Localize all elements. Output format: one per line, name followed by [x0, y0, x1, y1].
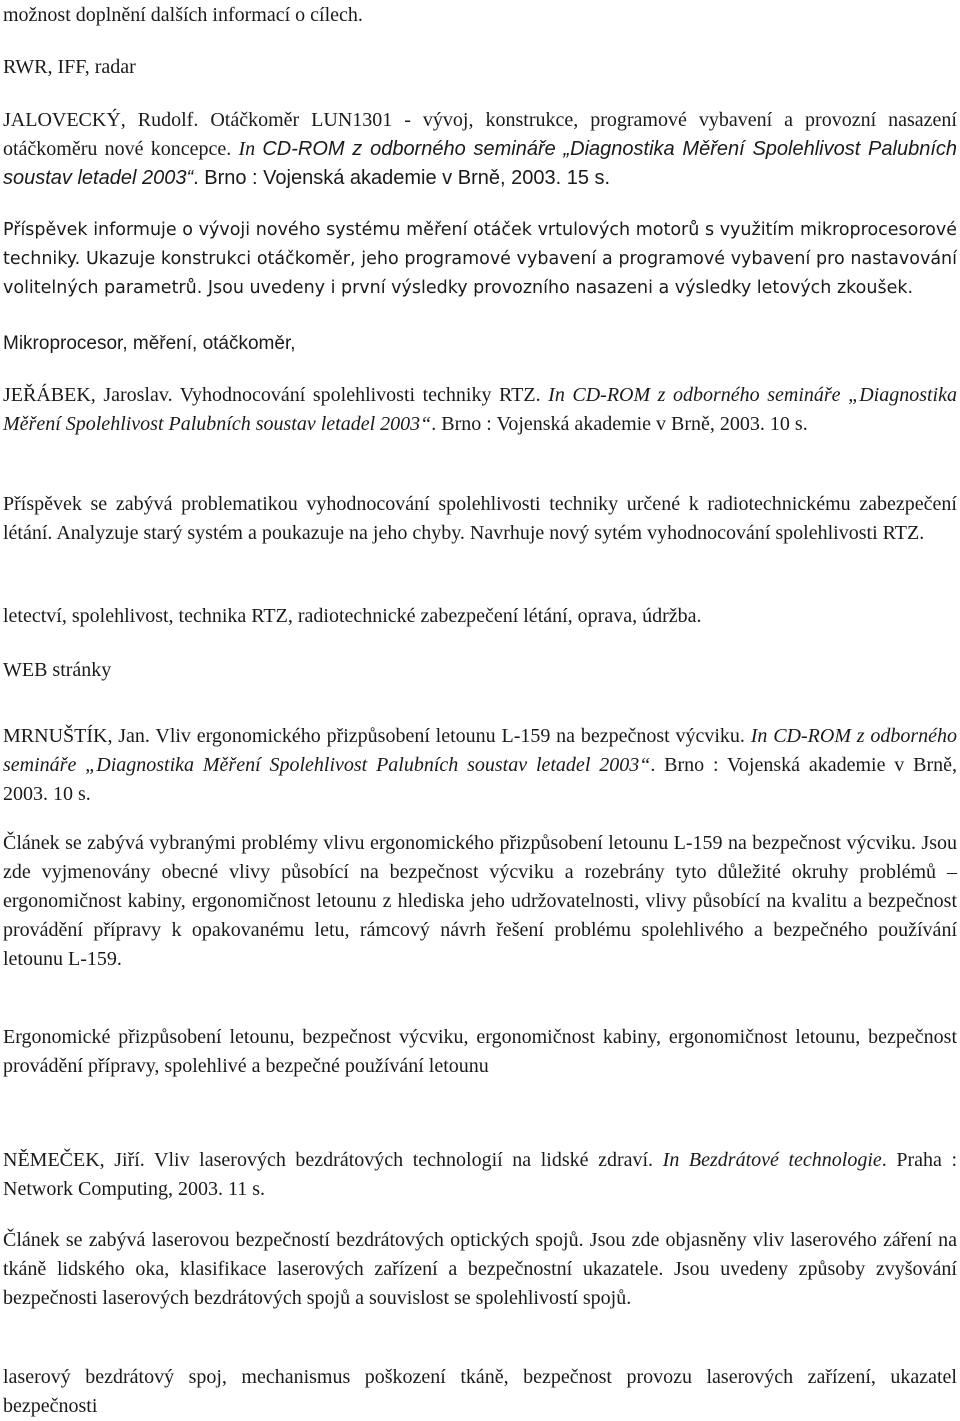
citation-title: Otáčkoměr LUN1301 - vývoj, konstrukce, programové vybavení a provozní nasazení otáčkoměru nové koncepce. [3, 109, 957, 160]
citation-jalovecky [3, 106, 957, 193]
citation-proceedings: Bezdrátové technologie [688, 1149, 882, 1171]
note-web-pages: WEB stránky [3, 659, 112, 681]
citation-in: In [750, 725, 768, 747]
citation-publisher: . Brno : Vojenská akademie v Brně, 2003. 10 s. [431, 413, 808, 435]
abstract-mrnustik: Článek se zabývá vybranými problémy vlivu ergonomického přizpůsobení letounu L-159 na bezpečnost výcviku. Jsou zde vyjmenovány obecné vlivy působící na bezpečnost výcviku a rozebrány tyto důležité okruhy problémů – ergonomičnost kabiny, ergonomičnost letounu z hlediska jeho udržovatelnosti, vlivy působící na kvalitu a bezpečnost provádění přípravy k opakovanému letu, rámcový návrh řešení problému spolehlivého a bezpečného používání letounu L-159. [3, 832, 957, 970]
citation-mrnustik [3, 722, 957, 809]
citation-jerabek [3, 381, 957, 439]
intro-line-rwr: RWR, IFF, radar [3, 56, 136, 78]
citation-title: Vyhodnocování spolehlivosti techniky RTZ. [179, 384, 541, 406]
keywords-jerabek: letectví, spolehlivost, technika RTZ, radiotechnické zabezpečení létání, oprava, údržba. [3, 605, 702, 627]
abstract-jalovecky: Příspěvek informuje o vývoji nového systému měření otáček vrtulových motorů s využitím mikroprocesorové techniky. Ukazuje konstrukci otáčkoměr, jeho programové vybavení a programové vybavení pro nastavování volitelných parametrů. Jsou uvedeny i první výsledky provozního nasazeni a výsledky letových zkoušek. [3, 220, 957, 298]
citation-publisher: . Praha : Network Computing, 2003. 11 s. [3, 1149, 958, 1200]
citation-title: Vliv laserových bezdrátových technologií na lidské zdraví. [154, 1149, 654, 1171]
keywords-jalovecky: Mikroprocesor, měření, otáčkoměr, [3, 333, 296, 354]
abstract-jerabek: Příspěvek se zabývá problematikou vyhodnocování spolehlivosti techniky určené k radiotechnickému zabezpečení létání. Analyzuje starý systém a poukazuje na jeho chyby. Navrhuje nový sytém vyhodnocování spolehlivosti RTZ. [3, 493, 957, 544]
citation-proceedings: CD-ROM z odborného semináře „Diagnostika Měření Spolehlivost Palubních soustav letadel 2003“ [3, 138, 958, 189]
citation-proceedings: CD-ROM z odborného semináře „Diagnostika Měření Spolehlivost Palubních soustav letadel 2003“ [3, 384, 957, 435]
citation-in: In [548, 384, 565, 406]
citation-title: Vliv ergonomického přizpůsobení letounu L-159 na bezpečnost výcviku. [155, 725, 745, 747]
citation-in: In [662, 1149, 680, 1171]
citation-publisher: . Brno : Vojenská akademie v Brně, 2003. 15 s. [193, 167, 611, 189]
keywords-nemecek: laserový bezdrátový spoj, mechanismus poškození tkáně, bezpečnost provozu laserových zařízení, ukazatel bezpečnosti [3, 1366, 957, 1417]
citation-publisher: . Brno : Vojenská akademie v Brně, 2003. 10 s. [3, 754, 957, 805]
citation-in: In [238, 138, 256, 160]
citation-nemecek [3, 1146, 957, 1204]
citation-proceedings: CD-ROM z odborného semináře „Diagnostika Měření Spolehlivost Palubních soustav letadel 2003“ [3, 725, 958, 776]
citation-author: JEŘÁBEK, Jaroslav. [3, 384, 173, 406]
intro-line-goals: možnost doplnění dalších informací o cílech. [3, 4, 363, 26]
citation-author: JALOVECKÝ, Rudolf. [3, 109, 199, 131]
abstract-nemecek: Článek se zabývá laserovou bezpečností bezdrátových optických spojů. Jsou zde objasněny vliv laserového záření na tkáně lidského oka, klasifikace laserových zařízení a bezpečnostní ukazatele. Jsou uvedeny způsoby zvyšování bezpečnosti laserových bezdrátových spojů a souvislost se spolehlivostí spojů. [3, 1229, 957, 1309]
keywords-mrnustik: Ergonomické přizpůsobení letounu, bezpečnost výcviku, ergonomičnost kabiny, ergonomičnost letounu, bezpečnost provádění přípravy, spolehlivé a bezpečné používání letounu [3, 1026, 957, 1077]
citation-author: NĚMEČEK, Jiří. [3, 1149, 145, 1171]
citation-author: MRNUŠTÍK, Jan. [3, 725, 150, 747]
